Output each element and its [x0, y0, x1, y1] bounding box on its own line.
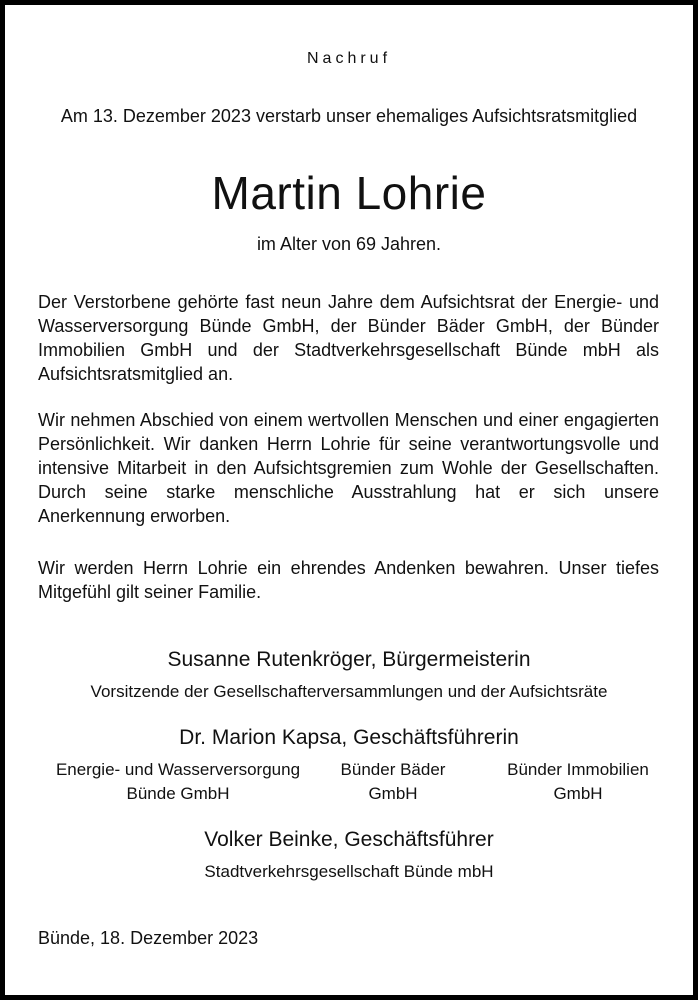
paragraph-condolence: Wir werden Herrn Lohrie ein ehrendes Andenken bewahren. Unser tiefes Mitgefühl gilt seiner Familie.: [38, 558, 659, 602]
deceased-name: Martin Lohrie: [211, 167, 487, 219]
signer-managing-director: Dr. Marion Kapsa, Geschäftsführerin: [179, 726, 519, 749]
signer-mayor: Susanne Rutenkröger, Bürgermeisterin: [167, 648, 531, 671]
signer-mayor-role: Vorsitzende der Gesellschafterversammlungen und der Aufsichtsräte: [90, 682, 608, 701]
place-date: Bünde, 18. Dezember 2023: [38, 928, 259, 948]
company-name-line: GmbH: [553, 784, 603, 803]
age-text: im Alter von 69 Jahren.: [256, 234, 442, 254]
notice-heading: Nachruf: [306, 50, 392, 67]
paragraph-farewell: Wir nehmen Abschied von einem wertvollen Menschen und einer engagierten Persönlichkeit. Wir danken Herrn Lohrie für seine verantwortungsvolle und intensive Mitarbeit in den Aufsichtsgremien zum Wohle der Gesellschaften. Durch seine starke menschliche Ausstrahlung hat er sich unsere Anerkennung erworben.: [38, 410, 659, 526]
company-baths: [328, 758, 458, 806]
paragraph-membership: Der Verstorbene gehörte fast neun Jahre dem Aufsichtsrat der Energie- und Wasserversorgung Bünde GmbH, der Bünder Bäder GmbH, der Bünder Immobilien GmbH und der Stadtverkehrsgesellschaft Bünde mbH als Aufsichtsratsmitglied an.: [38, 292, 659, 384]
company-name-line: Energie- und Wasserversorgung: [55, 760, 301, 779]
intro-text: Am 13. Dezember 2023 verstarb unser ehemaliges Aufsichtsratsmitglied: [60, 106, 638, 126]
signer-transport-director: Volker Beinke, Geschäftsführer: [204, 828, 494, 851]
company-name-line: Bünde GmbH: [126, 784, 230, 803]
signer-transport-role: Stadtverkehrsgesellschaft Bünde mbH: [204, 862, 494, 881]
company-name-line: Bünder Bäder: [340, 760, 446, 779]
company-real-estate: [483, 758, 673, 806]
company-name-line: Bünder Immobilien: [507, 760, 649, 779]
company-name-line: GmbH: [368, 784, 418, 803]
company-energy-water: [28, 758, 328, 806]
